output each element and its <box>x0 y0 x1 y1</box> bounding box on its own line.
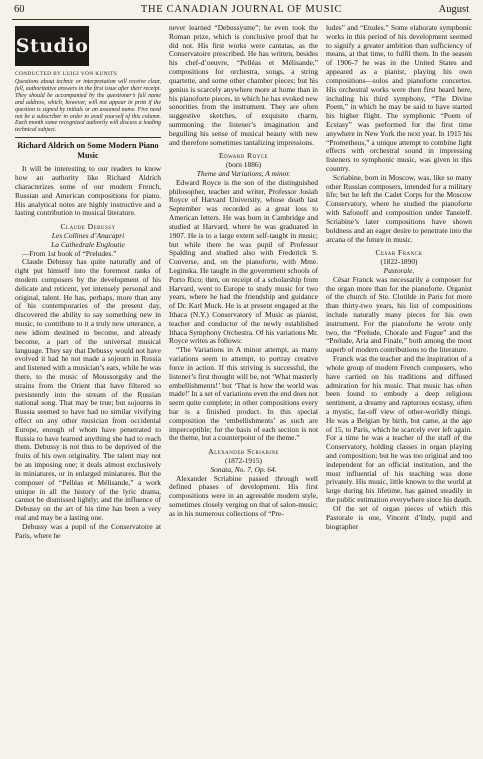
scriabine-paragraph-1: Alexander Scriabine passed through well defined phases of development. His first compositions were in an agreeable modern style, sometimes closely verging on that of salon-music; as in his numerous collections of “Pre- <box>169 473 318 518</box>
debussy-paragraph-3: never learned “Debussysme”; he even took the Roman prize, which is conclusive proof that he did not. His first works were cantatas, as the Conservatoire prescribed. He has written, besides his chef-d’oeuvre, “Pelléas et Mélisande,” compositions for orchestra, songs, a string quartette, and some other chamber pieces; but his genius is scarcely anywhere more at home than in his pianoforte pieces, in which he has evoked new sonorities from the instrument. They are often suggestive sketches, of exquisite charm, summoning the listener’s imagination and beguiling his sense of musical beauty with new and therefore sometimes tantalizing impressions. <box>169 24 318 147</box>
intro-paragraph: It will be interesting to our readers to know how an authority like Richard Aldrich characterizes some of our modern French, Russian and American compositions for piano. His analytical notes are highly instructive and a lasting contribution to musical literature. <box>15 164 161 218</box>
column-notice: Questions about technic or interpretation will receive clear, full, authoritative answers in the first issue after their receipt. They should be accompanied by the questioner’s full name and address, which, however, will not appear in print if the question is signed by initials or an assumed name. Five need not be a subscriber in order to avail yourself of this column. Each month some recognized authority will discuss a leading technical subject. <box>15 79 161 134</box>
studio-logo-text: Studio <box>15 34 89 57</box>
royce-dates: (born 1886) <box>225 160 262 170</box>
column-3 <box>326 24 472 757</box>
franck-paragraph-1: César Franck was necessarily a composer for the organ more than for the pianoforte. Organist of the church of Ste. Clotilde in Paris for more than thirty-two years, his list of compositions include naturally many pieces for his own instrument. For the pianoforte he wrote only two, the “Prelude, Chorale and Fugue” and the “Prelude, Aria and Finale,” both among the most superb of modern contributions to the literature. <box>326 274 472 355</box>
section-heading-franck: Cesar Franck <box>375 248 423 258</box>
column-2 <box>169 24 318 757</box>
scriabine-dates: (1872-1915) <box>224 456 263 465</box>
franck-paragraph-2: Franck was the teacher and the inspiration of a whole group of modern French composers, who have carried on his traditions and diffused admiration for his music. That music has often been found to embody a deep religious sentiment, a dreamy and rapturous ecstasy, often a mystic, far-off view of other-worldly things. He was a Belgian by birth, but came, at the age of 15, to Paris, which he scarcely ever left again. For a time he was a teacher of the staff of the Conservatory, holding classes in organ playing and composition; but he was too original and too independent for an official institution, and the most influential of his teaching was done privately. His music, little known to the world at large during his lifetime, has gained steadily in the public estimation everywhere since his death. <box>326 354 472 505</box>
royce-paragraph-2: “The Variations in A minor attempt, as many variations seem to attempt, to portray creative force in action. If this striving is successful, the listener’s first thought will be, not ‘What masterly embellishments!’ but ‘That is how the world was made!’ In a set of variations even the end does not seem quite complete; in other compositions every bar is a finished product. In this special composition the ‘embellishments’ as such are imperceptible; for the basis of each section is not the theme, but a counterpoint of the theme.” <box>169 345 318 443</box>
studio-logo <box>15 26 89 66</box>
franck-paragraph-3: Of the set of organ pieces of which this Pastorale is one, Vincent d’Indy, pupil and biographer <box>326 503 472 531</box>
scriabine-paragraph-3: Scriabine, born in Moscow, was, like so many other Russian composers, intended for a military life; but he left the Cadet Corps for the Moscow Conservatory, where he studied the pianoforte with Safonoff and composition under Taneieff. Scriabine’s later compositions have shown boldness and an eager desire to penetrate into the arcana of the future in music. <box>326 172 472 244</box>
franck-dates: (1822-1890) <box>380 257 418 267</box>
separator-rule <box>15 137 161 138</box>
royce-work-title: Theme and Variations, A minor. <box>196 169 291 178</box>
debussy-paragraph-2: Debussy was a pupil of the Conservatoire at Paris, where he <box>15 521 161 540</box>
royce-paragraph-1: Edward Royce is the son of the distinguished philosopher, teacher and writer, Professor Josiah Royce of Harvard University, whose death last September was recorded as a great loss to American letters. He was born in Cambridge and studied at Harvard, where he was graduated in 1907. He is to a large extent self-taught in music; but while there he was pupil of Professor Spalding and studied also with Frederick S. Converse, and, on the pianoforte, with Mme. Leginska. He taught in the government schools of Porto Rico; then, on receipt of a scholarship from Harvard, went to Europe to study music for two years, where he had the friendship and guidance of Dr. Karl Muck. He is at present engaged at the Ithaca (N.Y.) Conservatory of Music as pianist, teacher and conductor of the newly established Ithaca Symphony Orchestra. Of his variations Mr. Royce writes as follows: <box>169 177 318 346</box>
column-1 <box>15 24 161 757</box>
section-heading-royce: Edward Royce <box>218 151 269 161</box>
debussy-paragraph-1: Claude Debussy has quite naturally and of right put himself into the foremost ranks of modern composers by the development of his delicate and reticent, yet intensely personal and original, talent. He has, perhaps, more than any of his contemporaries of the present day, discovered the ability to say something new in music, to contribute to it a truly new utterance, a new idiom destined to become, and already become, a part of the universal musical language. They say that Debussy would not have evolved it had he not made a sojourn in Russia and listened with a musician’s ears, while he was there, to the music of Moussorgsky and the strains from the Orient that have filtered so persistently into the stream of the Russian national song. That may be true; but sojourns in Russia seemed to have had no similar vivifying effect on any other musician from occidental Europe, enough of whom have penetrated to Russia to have learned anything she had to reach them. Debussy is not thus to be deprived of the fruits of his own originality. The talent may not be an imposing one; it deals almost exclusively in miniatures, or in enlarged miniatures. But the composer of “Pelléas et Mélisande,” a work unique in all the history of the lyric drama, cannot be dismissed lightly; and the influence of Debussy on the art of his time has been a very real and may be a lasting one. <box>15 257 161 522</box>
page-header <box>14 4 469 20</box>
article-title: Richard Aldrich on Some Modern Piano Music <box>17 141 159 161</box>
scriabine-paragraph-2: ludes” and “Etudes.” Some elaborate symphonic works in this period of his development seemed to signify a greater ambition than sufficiency of means, at that time, to fulfil them. In the season of 1906-7 he was in the United States and appeared as a pianist, playing his own compositions—solos and pianoforte concertos. His orchestral works were then first heard here, including his third symphony, “The Divine Poem,” in which he may be said to have started his higher flight. The symphonic “Poem of Ecstasy” was performed for the first time anywhere in New York the next year. In 1915 his “Prometheus,” a unique attempt to combine light effects with orchestral sound in impressing listeners to symphonic music, was given in this country. <box>326 24 472 173</box>
page-number: 60 <box>14 4 25 15</box>
column-byline: CONDUCTED BY LUIGI VON KUNITS <box>15 71 118 77</box>
franck-work-title: Pastorale. <box>383 265 415 275</box>
scriabine-work-title: Sonata, No. 7, Op. 64. <box>210 464 277 474</box>
work-title-1: Les Collines d’Anacapri <box>51 230 125 240</box>
source-note: —From 1st book of “Preludes.” <box>22 248 117 258</box>
section-heading-debussy: Claude Debussy <box>60 222 116 232</box>
journal-title: THE CANADIAN JOURNAL OF MUSIC <box>140 4 343 15</box>
work-title-2: La Cathedrale Engloutie <box>51 239 125 249</box>
section-heading-scriabine: Alexander Scriabine <box>208 447 279 457</box>
header-rule <box>12 19 471 20</box>
issue-month: August <box>438 4 469 15</box>
